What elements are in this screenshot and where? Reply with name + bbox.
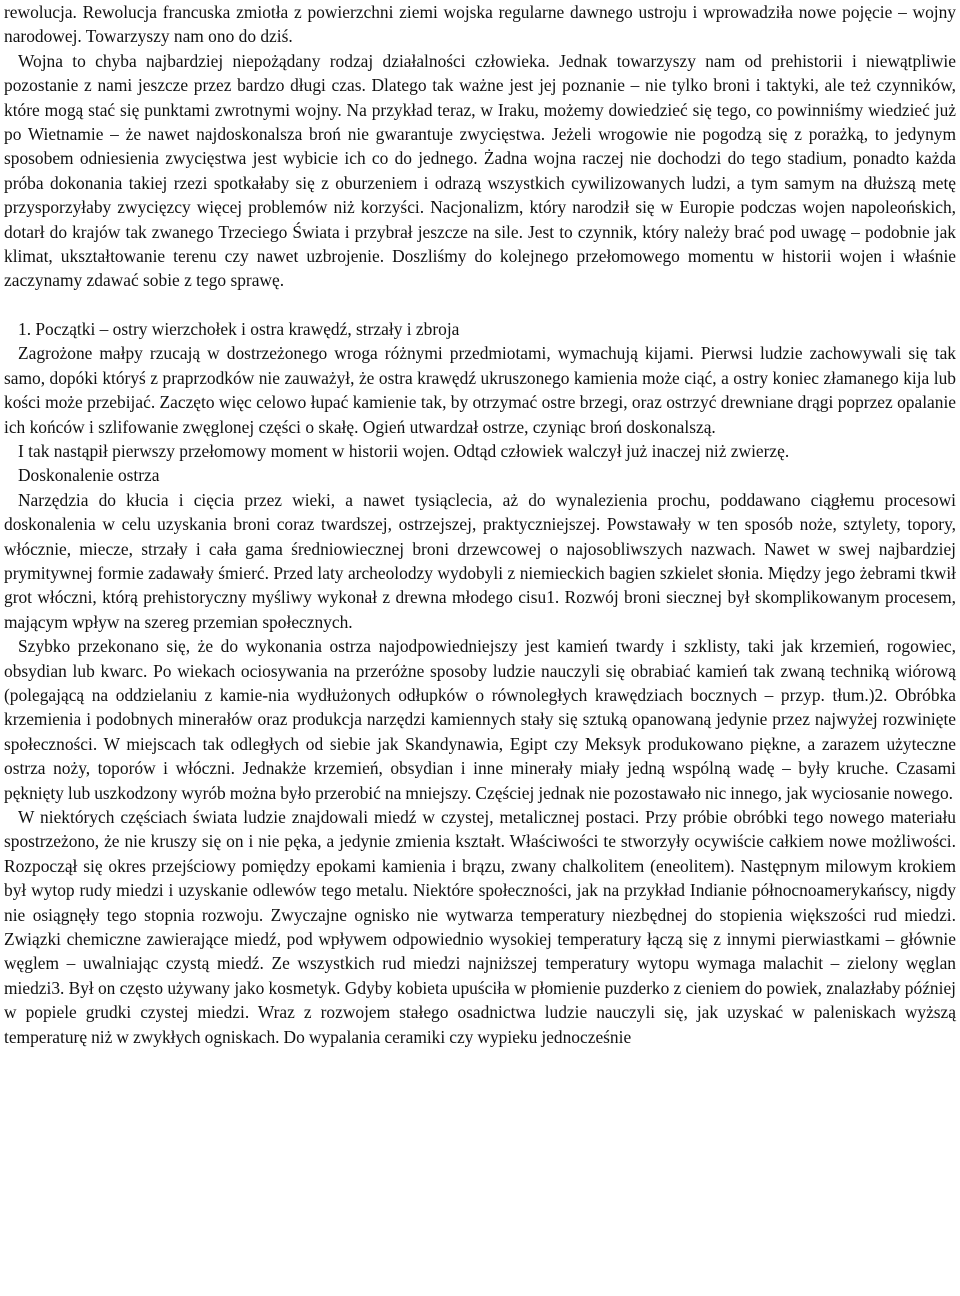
document-page	[4, 0, 956, 1049]
section-subheading: Doskonalenie ostrza	[18, 465, 160, 486]
paragraph-copper: W niektórych częściach świata ludzie znajdowali miedź w czystej, metalicznej postaci. Przy próbie obróbki tego nowego materiału spostrzeżono, że nie kruszy się on i nie pęka, a jedynie zmienia kształt. Właściwości te stworzyły ocywiście całkiem nowe możliwości. Rozpoczął się okres przejściowy pomiędzy epokami kamienia i brązu, zwany chalkolitem (eneolitem). Następnym milowym krokiem był wytop rudy miedzi i uzyskanie odlewów tego metalu. Niektóre społeczności, jak na przykład Indianie północnoamerykańscy, nigdy nie osiągnęły tego stopnia rozwoju. Zwyczajne ognisko nie wytwarza temperatury niezbędnej do stopienia większości rud miedzi. Związki chemiczne zawierające miedź, pod wpływem odpowiednio wysokiej temperatury łączą się z innymi pierwiastkami – głównie węglem – uwalniając czystą miedź. Ze wszystkich rud miedzi najniższej temperatury wytopu wymaga malachit – zielony węglan miedzi3. Był on często używany jako kosmetyk. Gdyby kobieta upuściła w płomienie puzderko z cieniem do powiek, znalazłaby później w popiele grudki czystej miedzi. Wraz z rozwojem stałego osadnictwa ludzie nauczyli się, jak uzyskać w paleniskach wyższą temperaturę niż w zwykłych ogniskach. Do wypalania ceramiki czy wypieku jednocześnie	[4, 807, 956, 1047]
section-heading: 1. Początki – ostry wierzchołek i ostra krawędź, strzały i zbroja	[18, 318, 460, 339]
paragraph-war-overview: Wojna to chyba najbardziej niepożądany rodzaj działalności człowieka. Jednak towarzyszy nam od prehistorii i niewątpliwie pozostanie z nami jeszcze przez bardzo długi czas. Dlatego tak ważne jest jej poznanie – nie tylko broni i taktyki, ale też czynników, które mogą stać się punktami zwrotnymi wojny. Na przykład teraz, w Iraku, możemy dowiedzieć się tego, co powinniśmy wiedzieć już po Wietnamie – że nawet najdoskonalsza broń nie gwarantuje zwycięstwa. Jeżeli wrogowie nie pogodzą się z porażką, to jedynym sposobem odniesienia zwycięstwa jest wybicie ich co do jednego. Żadna wojna raczej nie dochodzi do tego stadium, ponadto każda próba dokonania takiej rzezi spotkałaby się z oburzeniem i odrazą wszystkich cywilizowanych ludzi, a tym samym na dłuższą metę przysporzyłaby zwycięzcy więcej problemów niż korzyści. Nacjonalizm, który narodził się w Europie podczas wojen napoleońskich, dotarł do krajów tak zwanego Trzeciego Świata i przybrał jeszcze na sile. Jest to czynnik, który należy brać pod uwagę – podobnie jak klimat, ukształtowanie terenu czy nawet uzbrojenie. Doszliśmy do kolejnego przełomowego momentu w historii wojen i właśnie zaczynamy zdawać sobie z tego sprawę.	[4, 50, 956, 291]
paragraph-origins: Zagrożone małpy rzucają w dostrzeżonego wroga różnymi przedmiotami, wymachują kijami. Pierwsi ludzie zachowywali się tak samo, dopóki któryś z praprzodków nie zauważył, że ostra krawędź ukruszonego kamienia może ciąć, a ostry koniec złamanego kija lub kości może przebijać. Zaczęto więc celowo łupać kamienie tak, by otrzymać ostre brzegi, oraz ostrzyć drewniane drągi poprzez opalanie ich końców i szlifowanie zwęglonej części o skałę. Ogień utwardzał ostrze, czyniąc broń doskonalszą.	[4, 343, 956, 437]
paragraph-blade-improvement: Narzędzia do kłucia i cięcia przez wieki, a nawet tysiąclecia, aż do wynalezienia prochu, poddawano ciągłemu procesowi doskonalenia w celu uzyskania broni coraz twardszej, ostrzejszej, praktyczniejszej. Powstawały w ten sposób noże, sztylety, topory, włócznie, miecze, strzały i cała gama średniowiecznej broni drzewcowej o najosobliwszych nazwach. Nawet w swej najbardziej prymitywnej formie zadawały śmierć. Przed laty archeolodzy wydobyli z niemieckich bagien szkielet słonia. Między jego żebrami tkwił grot włóczni, którą prehistoryczny myśliwy wykonał z drewna młodego cisu1. Rozwój broni siecznej był skomplikowanym procesem, mającym wpływ na szereg przemian społecznych.	[4, 489, 956, 632]
paragraph-intro-continuation: rewolucja. Rewolucja francuska zmiotła z powierzchni ziemi wojska regularne dawnego ustroju i wprowadziła nowe pojęcie – wojny narodowej. Towarzyszy nam ono do dziś.	[4, 2, 956, 47]
paragraph-first-breakthrough: I tak nastąpił pierwszy przełomowy moment w historii wojen. Odtąd człowiek walczył już inaczej niż zwierzę.	[18, 440, 790, 461]
paragraph-stone-blades: Szybko przekonano się, że do wykonania ostrza najodpowiedniejszy jest kamień twardy i szklisty, taki jak krzemień, rogowiec, obsydian lub kwarc. Po wiekach ociosywania na przeróżne sposoby ludzie nauczyli się obrabiać kamień tak zwaną techniką wiórową (polegającą na oddzielaniu z kamie-nia wydłużonych odłupków o równoległych krawędziach bocznych – przyp. tłum.)2. Obróbka krzemienia i podobnych minerałów oraz produkcja narzędzi kamiennych stały się sztuką opanowaną jedynie przez najwyżej rozwinięte społeczności. W miejscach tak odległych od siebie jak Skandynawia, Egipt czy Meksyk produkowano piękne, a zarazem użyteczne ostrza noży, toporów i włóczni. Jednakże krzemień, obsydian i inne minerały miały jedną wspólną wadę – były kruche. Czasami pęknięty lub uszkodzony wyrób można było przerobić na mniejszy. Częściej jednak nie pozostawało nic innego, jak wyciosanie nowego.	[4, 636, 956, 803]
